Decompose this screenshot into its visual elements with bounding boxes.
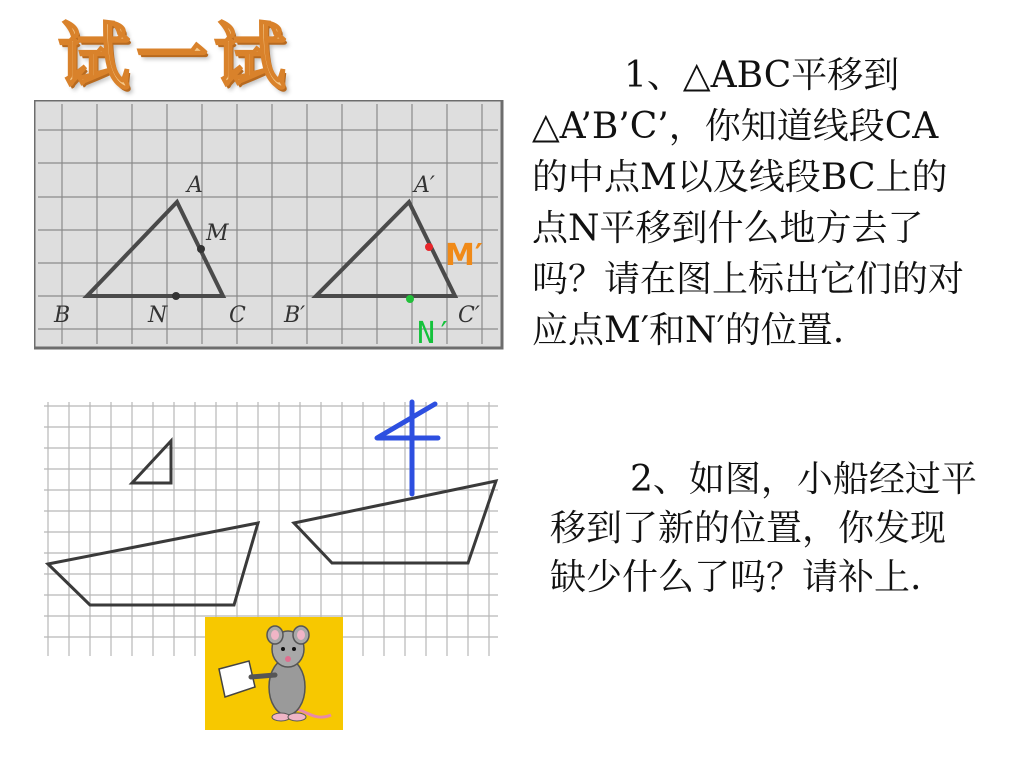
question-2-text: 2、如图，小船经过平移到了新的位置，你发现缺少什么了吗？请补上. (550, 459, 977, 598)
point-m (197, 245, 205, 253)
label-m-prime: M′ (445, 238, 483, 273)
point-n (172, 292, 180, 300)
label-n-prime: N′ (417, 316, 454, 350)
label-b-prime: B′ (284, 303, 306, 328)
label-a: A (187, 173, 203, 198)
question-2 (550, 455, 980, 602)
slide-title: 试一试 (58, 14, 293, 99)
label-c: C (229, 303, 246, 328)
label-c-prime: C′ (458, 303, 480, 328)
mouse-holding-paper-icon (205, 617, 343, 730)
point-m-prime (425, 243, 433, 251)
label-m: M (206, 221, 229, 246)
point-n-prime (406, 295, 414, 303)
triangle-grid-figure (34, 100, 504, 350)
question-1 (532, 50, 972, 356)
question-1-text: 1、△ABC平移到△A’B’C’，你知道线段CA的中点M以及线段BC上的点N平移到什么地方去了吗？请在图上标出它们的对应点M′和N′的位置. (532, 55, 965, 351)
label-a-prime: A′ (414, 173, 435, 198)
label-b: B (54, 303, 71, 328)
label-n: N (148, 303, 168, 328)
